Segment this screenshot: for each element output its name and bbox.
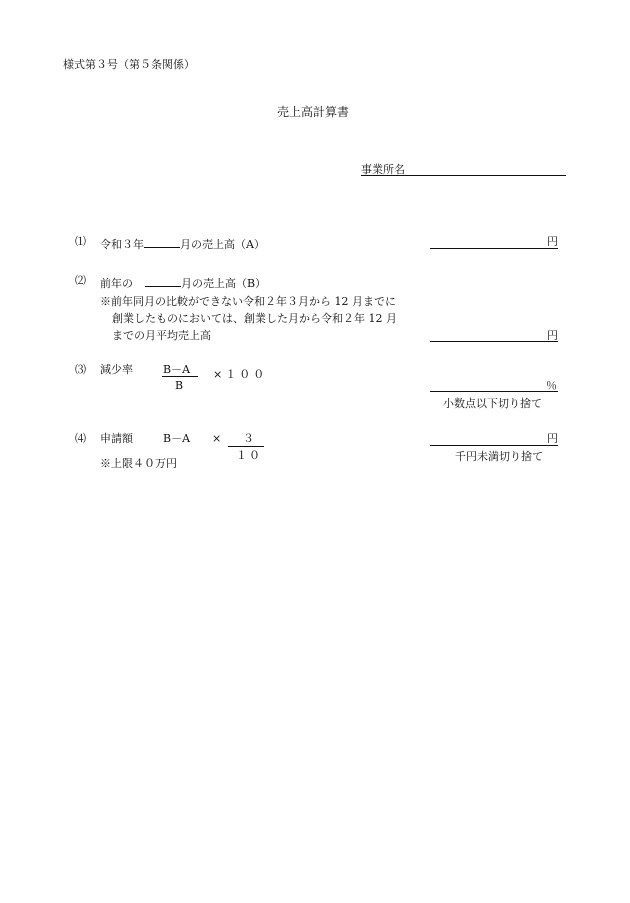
item4-amount-line xyxy=(430,445,558,446)
item4-denominator: １０ xyxy=(236,449,262,462)
form-number: 様式第３号（第５条関係） xyxy=(63,58,195,71)
item3-fraction-bar xyxy=(162,376,198,377)
item2-month-blank xyxy=(145,275,181,287)
item4-expression: B－A xyxy=(163,432,191,445)
document-title: 売上高計算書 xyxy=(277,105,350,119)
item4-unit: 円 xyxy=(547,432,558,445)
item4-times: × xyxy=(212,432,222,445)
item1-unit: 円 xyxy=(547,235,558,248)
item3-numerator: B－A xyxy=(163,363,191,376)
item2-unit: 円 xyxy=(547,329,558,342)
item2-note-line3: までの月平均売上高 xyxy=(112,329,211,342)
item3-number: ⑶ xyxy=(75,363,86,376)
item3-unit: ％ xyxy=(546,379,557,392)
item2-text xyxy=(100,275,266,289)
item4-note: 千円未満切り捨て xyxy=(455,450,543,463)
item1-number: ⑴ xyxy=(75,235,86,248)
item2-number: ⑵ xyxy=(75,274,86,287)
item4-limit-note: ※上限４０万円 xyxy=(100,457,177,470)
item4-numerator: ３ xyxy=(243,432,254,445)
item3-denominator: B xyxy=(175,379,184,392)
item3-note: 小数点以下切り捨て xyxy=(443,397,542,410)
office-name-underline xyxy=(361,175,566,176)
item4-number: ⑷ xyxy=(75,432,86,445)
item2-amount-line xyxy=(430,341,558,342)
item3-multiplier: ×１００ xyxy=(213,368,268,381)
item4-label: 申請額 xyxy=(100,432,133,445)
item2-note-line2: 創業したものにおいては、創業した月から令和２年 12 月 xyxy=(112,312,397,325)
item1-prefix: 令和３年 xyxy=(100,238,144,251)
item1-suffix: 月の売上高（A） xyxy=(180,238,265,251)
item1-amount-line xyxy=(430,248,558,249)
office-name-label: 事業所名 xyxy=(361,163,405,176)
item3-label: 減少率 xyxy=(100,363,133,376)
item4-fraction-bar xyxy=(228,446,264,447)
item3-rate-line xyxy=(430,391,558,392)
item2-note-line1: ※前年同月の比較ができない令和２年３月から 12 月までに xyxy=(100,295,396,308)
item1-month-blank xyxy=(144,236,180,248)
item2-prefix: 前年の xyxy=(100,277,133,290)
item2-suffix: 月の売上高（B） xyxy=(181,277,267,290)
item1-text xyxy=(100,236,265,250)
